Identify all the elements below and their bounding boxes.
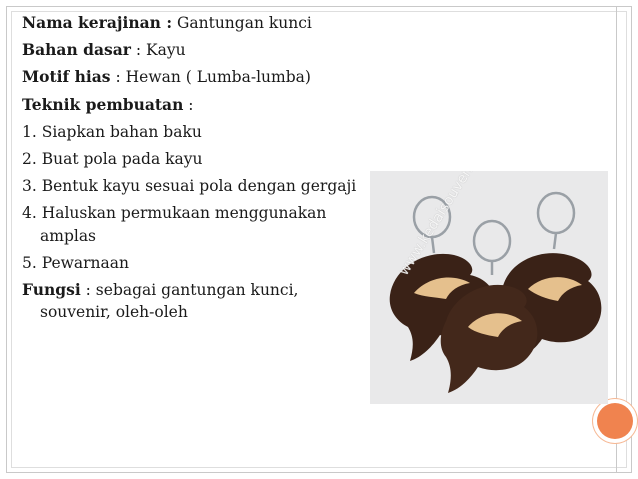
label-bahan-dasar: Bahan dasar: [22, 40, 131, 60]
step-3-text: 3. Bentuk kayu sesuai pola dengan gergaji: [22, 177, 357, 196]
label-nama-kerajinan: Nama kerajinan :: [22, 13, 173, 32]
value-fungsi: : sebagai gantungan kunci, souvenir, oleh-oleh: [40, 281, 299, 322]
step-4: [22, 202, 372, 246]
line-motif-hias: [22, 66, 372, 88]
dolphin-keychains-image: [370, 171, 608, 404]
dolphin-keychains-illustration: [370, 171, 608, 404]
accent-circle: [597, 403, 633, 439]
line-bahan-dasar: [22, 39, 372, 61]
label-motif-hias: Motif hias: [22, 67, 111, 87]
label-teknik-pembuatan: Teknik pembuatan: [22, 94, 184, 114]
label-fungsi: Fungsi: [22, 280, 81, 300]
line-fungsi: [22, 279, 372, 323]
step-4-text: 4. Haluskan permukaan menggunakan amplas: [22, 204, 327, 245]
step-5: [22, 252, 372, 274]
step-1-text: 1. Siapkan bahan baku: [22, 122, 202, 141]
line-teknik-pembuatan: [22, 94, 372, 116]
step-5-text: 5. Pewarnaan: [22, 253, 129, 272]
step-1: [22, 121, 372, 143]
value-nama-kerajinan: Gantungan kunci: [172, 14, 312, 32]
step-2-text: 2. Buat pola pada kayu: [22, 150, 203, 169]
value-bahan-dasar: : Kayu: [130, 41, 186, 60]
step-2: [22, 148, 372, 170]
value-teknik-pembuatan: :: [183, 95, 194, 114]
value-motif-hias: : Hewan ( Lumba-lumba): [110, 68, 311, 87]
line-nama-kerajinan: [22, 12, 372, 34]
slide-text: [22, 12, 372, 328]
step-3: [22, 175, 372, 197]
